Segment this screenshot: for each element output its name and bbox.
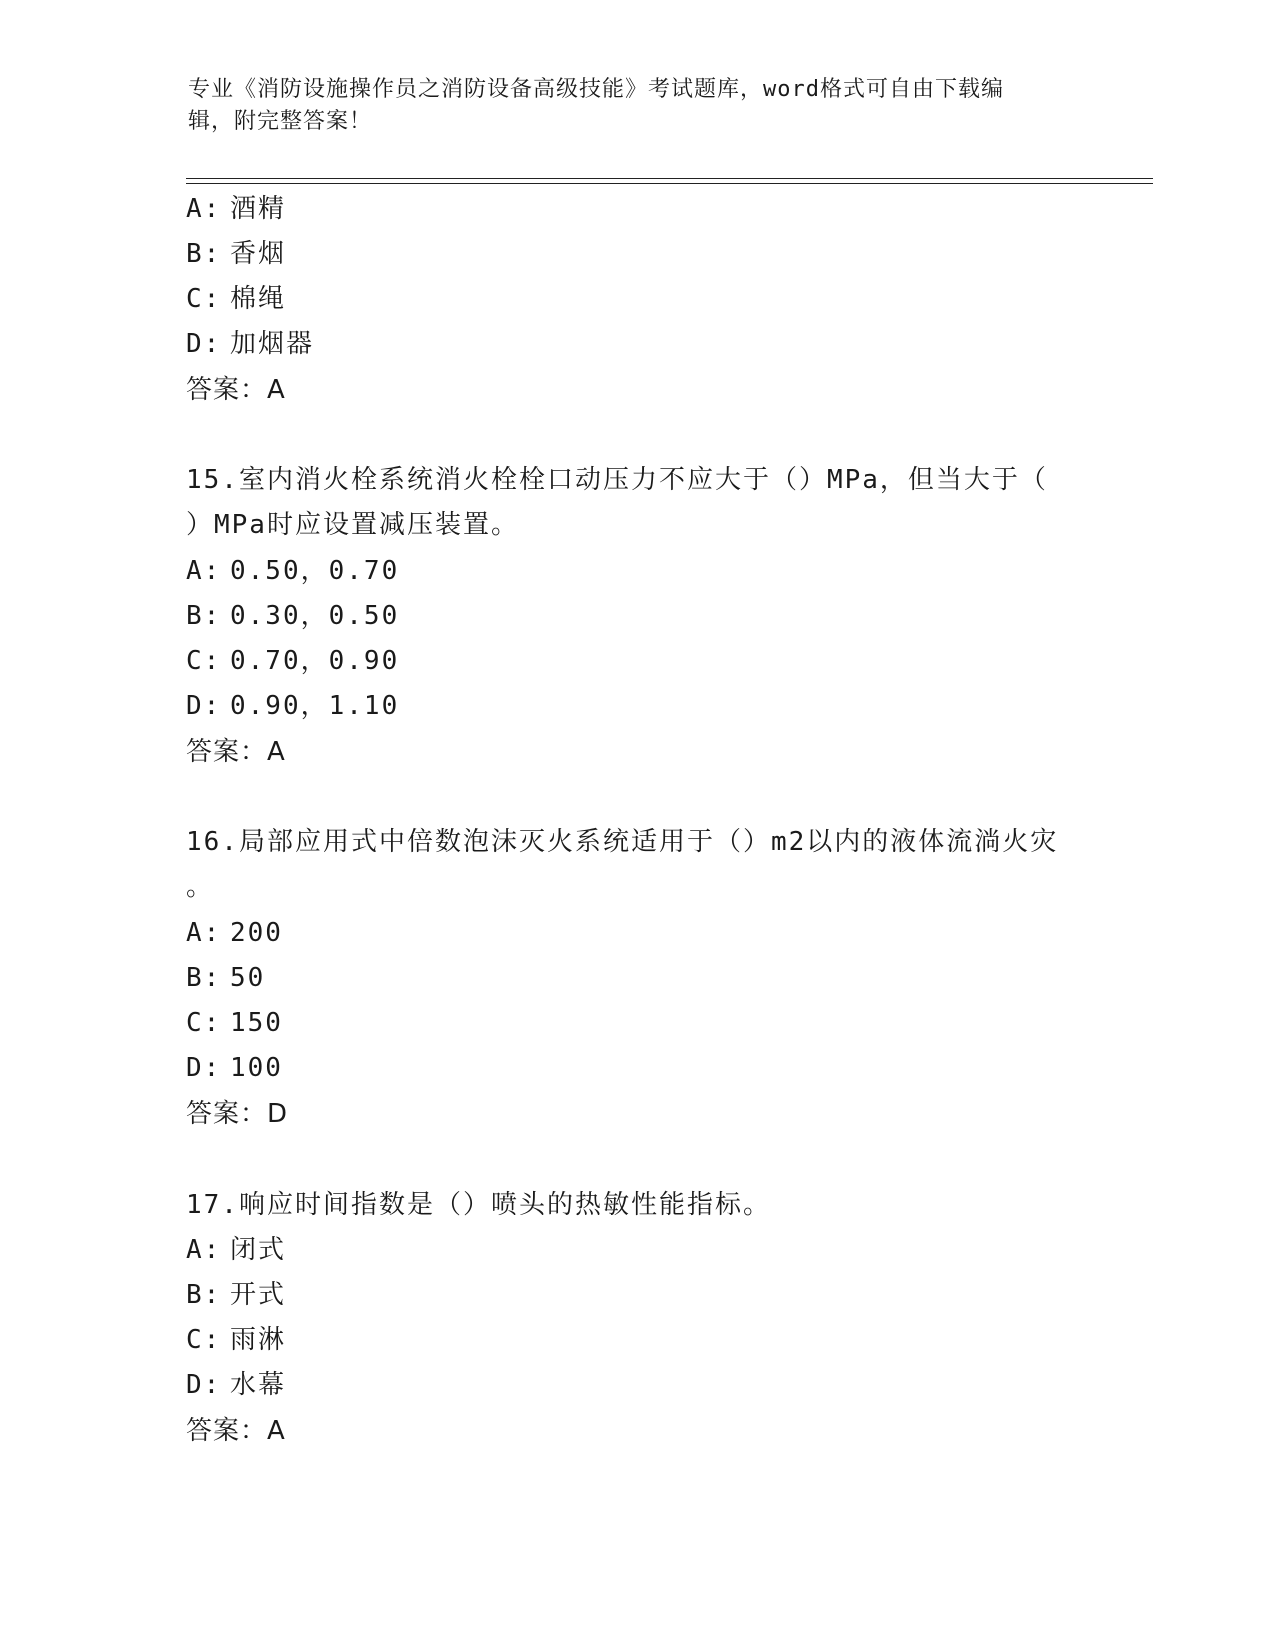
- q14-option-c: [186, 283, 286, 315]
- option-key: B:: [186, 239, 222, 269]
- q15-option-c: [186, 645, 399, 677]
- option-text: 50: [230, 963, 266, 993]
- header-divider-top: [186, 178, 1153, 179]
- option-text: 150: [230, 1008, 283, 1038]
- q16-stem-line-2: 。: [186, 872, 215, 902]
- q15-option-b: [186, 600, 399, 632]
- option-text: 雨淋: [230, 1325, 287, 1355]
- option-key: B:: [186, 601, 222, 631]
- q14-option-a: [186, 193, 286, 225]
- option-text: 0.30，0.50: [230, 601, 400, 631]
- option-key: D:: [186, 1370, 222, 1400]
- option-key: D:: [186, 691, 222, 721]
- option-key: C:: [186, 1008, 222, 1038]
- option-text: 0.70，0.90: [230, 646, 400, 676]
- q17-option-b: [186, 1279, 286, 1311]
- option-key: D:: [186, 1053, 222, 1083]
- option-key: B:: [186, 1280, 222, 1310]
- option-text: 0.50，0.70: [230, 556, 400, 586]
- option-text: 100: [230, 1053, 283, 1083]
- option-text: 闭式: [230, 1235, 287, 1265]
- q16-option-b: [186, 962, 265, 994]
- option-text: 酒精: [230, 194, 287, 224]
- q15-answer: 答案：A: [186, 737, 286, 767]
- q16-option-d: [186, 1052, 283, 1084]
- option-text: 0.90，1.10: [230, 691, 400, 721]
- q16-stem-line-1: 16.局部应用式中倍数泡沫灭火系统适用于（）m2以内的液体流淌火灾: [186, 827, 1059, 857]
- q14-option-b: [186, 238, 286, 270]
- q14-option-d: [186, 328, 314, 360]
- option-key: A:: [186, 918, 222, 948]
- option-text: 加烟器: [230, 329, 315, 359]
- document-header: [188, 74, 1088, 138]
- option-text: 水幕: [230, 1370, 287, 1400]
- q17-option-d: [186, 1369, 286, 1401]
- q16-option-c: [186, 1007, 283, 1039]
- option-key: C:: [186, 1325, 222, 1355]
- q17-answer: 答案：A: [186, 1416, 286, 1446]
- q16-answer: 答案：D: [186, 1099, 289, 1129]
- option-text: 棉绳: [230, 284, 287, 314]
- q15-stem-line-2: ）MPa时应设置减压装置。: [186, 510, 519, 540]
- q14-answer: 答案：A: [186, 375, 286, 405]
- header-line-1: 专业《消防设施操作员之消防设备高级技能》考试题库，word格式可自由下载编: [188, 77, 1004, 102]
- option-text: 香烟: [230, 239, 287, 269]
- option-key: D:: [186, 329, 222, 359]
- q17-stem-line-1: 17.响应时间指数是（）喷头的热敏性能指标。: [186, 1190, 771, 1220]
- q17-option-a: [186, 1234, 286, 1266]
- option-key: B:: [186, 963, 222, 993]
- option-text: 200: [230, 918, 283, 948]
- option-key: A:: [186, 556, 222, 586]
- header-line-2: 辑，附完整答案！: [188, 109, 373, 134]
- option-text: 开式: [230, 1280, 287, 1310]
- option-key: C:: [186, 646, 222, 676]
- option-key: A:: [186, 194, 222, 224]
- option-key: A:: [186, 1235, 222, 1265]
- option-key: C:: [186, 284, 222, 314]
- q17-option-c: [186, 1324, 286, 1356]
- q15-option-d: [186, 690, 399, 722]
- q15-stem-line-1: 15.室内消火栓系统消火栓栓口动压力不应大于（）MPa，但当大于（: [186, 465, 1048, 495]
- q16-option-a: [186, 917, 283, 949]
- q15-option-a: [186, 555, 399, 587]
- header-divider-bottom: [186, 183, 1153, 184]
